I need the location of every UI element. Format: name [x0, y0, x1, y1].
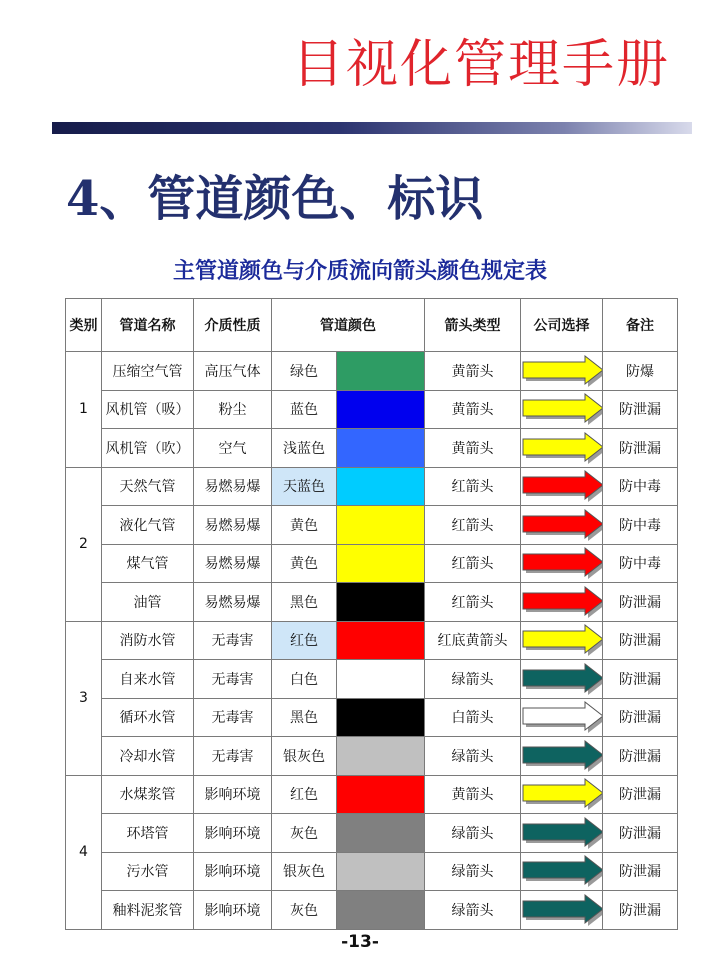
arrow-icon — [521, 740, 603, 772]
color-swatch-cell — [337, 698, 425, 737]
color-name-cell: 黑色 — [272, 698, 337, 737]
arrow-sample-cell — [521, 544, 603, 583]
color-swatch — [337, 506, 424, 544]
arrow-icon — [521, 393, 603, 425]
arrow-sample-cell — [521, 814, 603, 853]
note-cell: 防泄漏 — [603, 775, 678, 814]
note-cell: 防中毒 — [603, 467, 678, 506]
page-number: -13- — [341, 932, 379, 952]
note-cell: 防泄漏 — [603, 698, 678, 737]
arrow-type-cell: 绿箭头 — [425, 891, 521, 930]
pipe-name-cell: 污水管 — [102, 852, 194, 891]
note-cell: 防泄漏 — [603, 390, 678, 429]
pipe-name-cell: 自来水管 — [102, 660, 194, 699]
color-swatch-cell — [337, 390, 425, 429]
table-header-row — [66, 299, 678, 352]
table-row — [66, 429, 678, 468]
color-swatch-cell — [337, 775, 425, 814]
table-row — [66, 814, 678, 853]
arrow-type-cell: 黄箭头 — [425, 429, 521, 468]
medium-cell: 易燃易爆 — [194, 583, 272, 622]
color-name-cell: 浅蓝色 — [272, 429, 337, 468]
arrow-icon — [521, 624, 603, 656]
header-note: 备注 — [603, 299, 678, 352]
category-cell: 1 — [66, 352, 102, 468]
medium-cell: 影响环境 — [194, 814, 272, 853]
medium-cell: 影响环境 — [194, 852, 272, 891]
color-swatch — [337, 814, 424, 852]
table-row — [66, 544, 678, 583]
arrow-icon — [521, 855, 603, 887]
pipe-name-cell: 釉料泥浆管 — [102, 891, 194, 930]
pipe-name-cell: 循环水管 — [102, 698, 194, 737]
medium-cell: 无毒害 — [194, 737, 272, 776]
note-cell: 防泄漏 — [603, 621, 678, 660]
color-name-cell: 灰色 — [272, 891, 337, 930]
table-row — [66, 621, 678, 660]
section-heading: 4、管道颜色、标识 — [66, 171, 484, 227]
pipe-color-table — [65, 298, 678, 930]
arrow-icon — [521, 701, 603, 733]
medium-cell: 高压气体 — [194, 352, 272, 391]
table-row — [66, 660, 678, 699]
table-row — [66, 891, 678, 930]
arrow-icon — [521, 509, 603, 541]
pipe-name-cell: 风机管（吸） — [102, 390, 194, 429]
note-cell: 防中毒 — [603, 506, 678, 545]
medium-cell: 影响环境 — [194, 775, 272, 814]
arrow-sample-cell — [521, 891, 603, 930]
medium-cell: 粉尘 — [194, 390, 272, 429]
color-swatch — [337, 583, 424, 621]
color-name-cell: 银灰色 — [272, 737, 337, 776]
note-cell: 防泄漏 — [603, 852, 678, 891]
color-swatch-cell — [337, 737, 425, 776]
color-swatch-cell — [337, 583, 425, 622]
color-swatch — [337, 468, 424, 506]
arrow-type-cell: 红箭头 — [425, 583, 521, 622]
color-name-cell: 天蓝色 — [272, 467, 337, 506]
color-swatch — [337, 391, 424, 429]
table-row — [66, 352, 678, 391]
medium-cell: 易燃易爆 — [194, 467, 272, 506]
color-name-cell: 蓝色 — [272, 390, 337, 429]
header-pipe-color: 管道颜色 — [272, 299, 425, 352]
category-cell: 2 — [66, 467, 102, 621]
arrow-type-cell: 绿箭头 — [425, 737, 521, 776]
pipe-name-cell: 冷却水管 — [102, 737, 194, 776]
color-name-cell: 黄色 — [272, 544, 337, 583]
color-swatch-cell — [337, 621, 425, 660]
arrow-sample-cell — [521, 583, 603, 622]
arrow-sample-cell — [521, 467, 603, 506]
color-swatch-cell — [337, 544, 425, 583]
table-body — [66, 352, 678, 930]
pipe-name-cell: 油管 — [102, 583, 194, 622]
arrow-sample-cell — [521, 390, 603, 429]
color-name-cell: 黑色 — [272, 583, 337, 622]
color-swatch-cell — [337, 891, 425, 930]
table-caption: 主管道颜色与介质流向箭头颜色规定表 — [172, 259, 547, 284]
arrow-type-cell: 绿箭头 — [425, 660, 521, 699]
pipe-name-cell: 消防水管 — [102, 621, 194, 660]
pipe-name-cell: 水煤浆管 — [102, 775, 194, 814]
arrow-icon — [521, 778, 603, 810]
arrow-icon — [521, 432, 603, 464]
table-row — [66, 583, 678, 622]
arrow-type-cell: 红底黄箭头 — [425, 621, 521, 660]
header-medium: 介质性质 — [194, 299, 272, 352]
note-cell: 防泄漏 — [603, 737, 678, 776]
color-name-cell: 绿色 — [272, 352, 337, 391]
arrow-sample-cell — [521, 775, 603, 814]
arrow-type-cell: 红箭头 — [425, 506, 521, 545]
arrow-icon — [521, 355, 603, 387]
medium-cell: 易燃易爆 — [194, 506, 272, 545]
arrow-icon — [521, 586, 603, 618]
color-name-cell: 红色 — [272, 775, 337, 814]
table-row — [66, 775, 678, 814]
color-swatch — [337, 776, 424, 814]
pipe-name-cell: 风机管（吹） — [102, 429, 194, 468]
note-cell: 防泄漏 — [603, 814, 678, 853]
color-name-cell: 红色 — [272, 621, 337, 660]
note-cell: 防中毒 — [603, 544, 678, 583]
color-swatch — [337, 699, 424, 737]
color-swatch-cell — [337, 852, 425, 891]
pipe-name-cell: 天然气管 — [102, 467, 194, 506]
medium-cell: 易燃易爆 — [194, 544, 272, 583]
color-swatch — [337, 622, 424, 660]
arrow-type-cell: 黄箭头 — [425, 352, 521, 391]
medium-cell: 影响环境 — [194, 891, 272, 930]
color-name-cell: 黄色 — [272, 506, 337, 545]
color-swatch — [337, 660, 424, 698]
note-cell: 防泄漏 — [603, 583, 678, 622]
color-swatch — [337, 545, 424, 583]
color-swatch-cell — [337, 814, 425, 853]
arrow-sample-cell — [521, 737, 603, 776]
arrow-sample-cell — [521, 852, 603, 891]
arrow-icon — [521, 817, 603, 849]
arrow-icon — [521, 663, 603, 695]
medium-cell: 无毒害 — [194, 621, 272, 660]
table-row — [66, 852, 678, 891]
color-name-cell: 灰色 — [272, 814, 337, 853]
color-swatch-cell — [337, 660, 425, 699]
color-swatch — [337, 429, 424, 467]
header-category: 类别 — [66, 299, 102, 352]
table-row — [66, 737, 678, 776]
table-row — [66, 467, 678, 506]
color-swatch — [337, 352, 424, 390]
color-swatch-cell — [337, 506, 425, 545]
note-cell: 防泄漏 — [603, 891, 678, 930]
medium-cell: 空气 — [194, 429, 272, 468]
color-swatch-cell — [337, 352, 425, 391]
arrow-type-cell: 红箭头 — [425, 544, 521, 583]
arrow-type-cell: 黄箭头 — [425, 775, 521, 814]
arrow-type-cell: 白箭头 — [425, 698, 521, 737]
table-row — [66, 390, 678, 429]
arrow-sample-cell — [521, 352, 603, 391]
note-cell: 防泄漏 — [603, 660, 678, 699]
table-row — [66, 698, 678, 737]
arrow-icon — [521, 470, 603, 502]
arrow-sample-cell — [521, 660, 603, 699]
header-arrow-type: 箭头类型 — [425, 299, 521, 352]
document-title: 目视化管理手册 — [291, 35, 670, 95]
arrow-type-cell: 红箭头 — [425, 467, 521, 506]
header-company-choice: 公司选择 — [521, 299, 603, 352]
note-cell: 防爆 — [603, 352, 678, 391]
note-cell: 防泄漏 — [603, 429, 678, 468]
color-swatch-cell — [337, 429, 425, 468]
medium-cell: 无毒害 — [194, 698, 272, 737]
category-cell: 3 — [66, 621, 102, 775]
header-rule — [52, 122, 692, 134]
pipe-name-cell: 煤气管 — [102, 544, 194, 583]
color-name-cell: 白色 — [272, 660, 337, 699]
pipe-name-cell: 压缩空气管 — [102, 352, 194, 391]
arrow-sample-cell — [521, 621, 603, 660]
pipe-name-cell: 液化气管 — [102, 506, 194, 545]
color-swatch — [337, 737, 424, 775]
arrow-sample-cell — [521, 698, 603, 737]
color-swatch — [337, 891, 424, 929]
arrow-sample-cell — [521, 429, 603, 468]
category-cell: 4 — [66, 775, 102, 929]
arrow-icon — [521, 547, 603, 579]
arrow-type-cell: 绿箭头 — [425, 852, 521, 891]
arrow-type-cell: 黄箭头 — [425, 390, 521, 429]
color-name-cell: 银灰色 — [272, 852, 337, 891]
arrow-type-cell: 绿箭头 — [425, 814, 521, 853]
arrow-sample-cell — [521, 506, 603, 545]
table-row — [66, 506, 678, 545]
header-pipe-name: 管道名称 — [102, 299, 194, 352]
medium-cell: 无毒害 — [194, 660, 272, 699]
color-swatch-cell — [337, 467, 425, 506]
pipe-name-cell: 环塔管 — [102, 814, 194, 853]
arrow-icon — [521, 894, 603, 926]
color-swatch — [337, 853, 424, 891]
